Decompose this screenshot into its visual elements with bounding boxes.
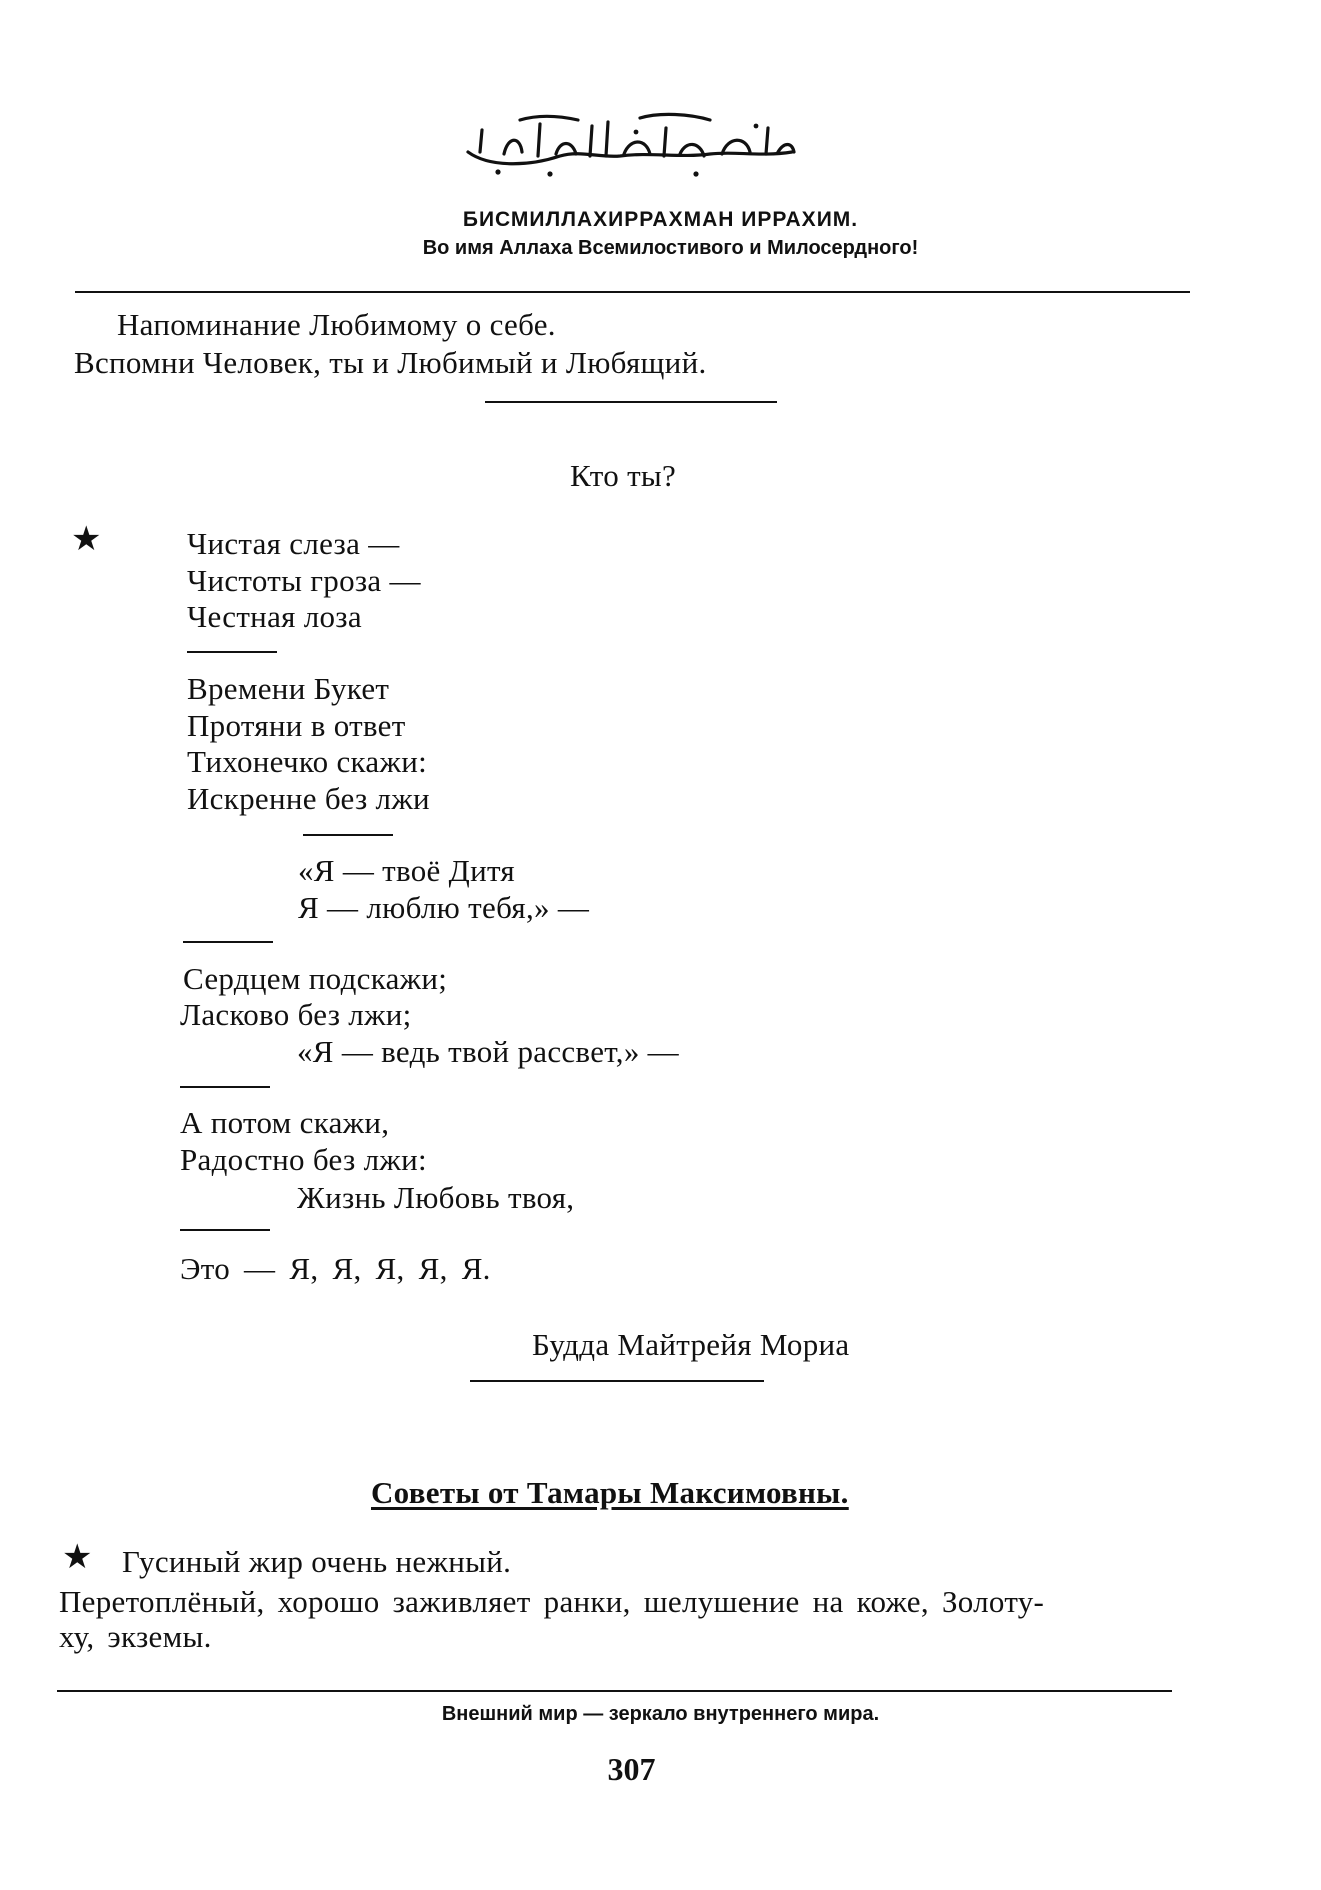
poem-line: А потом скажи, (180, 1105, 390, 1140)
poem-line: Протяни в ответ (187, 708, 406, 743)
advice-line-1: Гусиный жир очень нежный. (122, 1544, 512, 1579)
advice-line-2: Перетоплёный, хорошо заживляет ранки, шелушение на коже, Золоту- (59, 1584, 1045, 1619)
advice-heading: Советы от Тамары Максимовны. (371, 1475, 849, 1510)
advice-line-3: ху, экземы. (59, 1619, 212, 1654)
poem-line: Тихонечко скажи: (187, 744, 428, 779)
footer-motto: Внешний мир — зеркало внутреннего мира. (441, 1703, 880, 1725)
poem-line: Ласково без лжи; (180, 997, 412, 1032)
poem-line: «Я — ведь твой рассвет,» — (297, 1034, 679, 1069)
poem-line: Жизнь Любовь твоя, (297, 1180, 575, 1215)
poem-title: Кто ты? (570, 458, 677, 493)
bismillah-calligraphy-icon (460, 112, 800, 184)
intro-line-2: Вспомни Человек, ты и Любимый и Любящий. (74, 345, 707, 380)
page-number: 307 (607, 1751, 656, 1787)
poem-line: «Я — твоё Дитя (298, 853, 515, 888)
poem-line: Времени Букет (187, 671, 390, 706)
poem-line: Я — люблю тебя,» — (298, 890, 590, 925)
intro-line-1: Напоминание Любимому о себе. (117, 307, 556, 342)
footer-divider (57, 1690, 1172, 1692)
header-divider (75, 291, 1190, 293)
star-icon: ★ (71, 519, 102, 559)
poem-line: Чистая слеза — (187, 526, 400, 561)
stanza-divider (187, 651, 277, 653)
poem-line: Чистоты гроза — (187, 563, 421, 598)
poem-line: Сердцем подскажи; (183, 961, 448, 996)
poem-line: Искренне без лжи (187, 781, 430, 816)
star-icon: ★ (62, 1537, 93, 1577)
header-subtitle: Во имя Аллаха Всемилостивого и Милосердного! (422, 237, 919, 259)
author-divider (470, 1380, 764, 1382)
stanza-divider (303, 834, 393, 836)
poem-final-line: Это — Я, Я, Я, Я, Я. (180, 1251, 491, 1286)
stanza-divider (183, 941, 273, 943)
poem-line: Радостно без лжи: (180, 1142, 427, 1177)
intro-divider (485, 401, 777, 403)
poem-author: Будда Майтрейя Мориа (532, 1327, 850, 1362)
stanza-divider (180, 1229, 270, 1231)
poem-line: Честная лоза (187, 599, 362, 634)
header-title: БИСМИЛЛАХИРРАХМАН ИРРАХИМ. (462, 208, 859, 231)
stanza-divider (180, 1086, 270, 1088)
